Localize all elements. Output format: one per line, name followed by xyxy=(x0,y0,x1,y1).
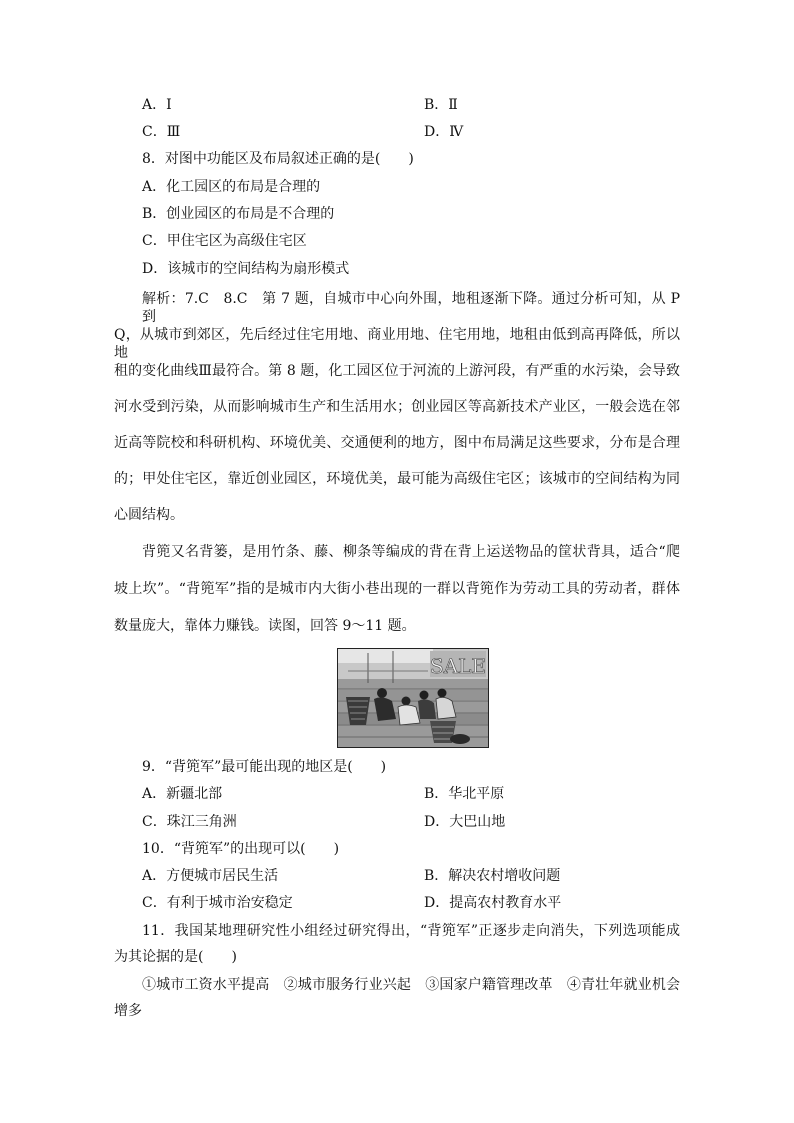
q8-option-d: D．该城市的空间结构为扇形模式 xyxy=(142,261,350,277)
q11-statements-line-2: 增多 xyxy=(114,1003,142,1019)
q7-option-d: D．Ⅳ xyxy=(424,124,464,140)
analysis-line-5: 近高等院校和科研机构、环境优美、交通便利的地方，图中布局满足这些要求，分布是合理 xyxy=(114,435,680,451)
beidou-porters-photo xyxy=(337,648,489,748)
q8-stem: 8．对图中功能区及布局叙述正确的是( ) xyxy=(142,151,414,167)
q8-option-c: C．甲住宅区为高级住宅区 xyxy=(142,233,307,249)
intro-line-3: 数量庞大，靠体力赚钱。读图，回答 9～11 题。 xyxy=(114,618,416,634)
analysis-line-4: 河水受到污染，从而影响城市生产和生活用水；创业园区等高新技术产业区，一般会选在邻 xyxy=(114,399,680,415)
intro-line-1: 背篼又名背篓，是用竹条、藤、柳条等编成的背在背上运送物品的筐状背具，适合“爬 xyxy=(142,544,680,560)
q10-option-a: A．方便城市居民生活 xyxy=(142,868,279,884)
q9-stem: 9．“背篼军”最可能出现的地区是( ) xyxy=(142,759,387,775)
q11-stem-line-1: 11．我国某地理研究性小组经过研究得出，“背篼军”正逐步走向消失，下列选项能成 xyxy=(142,923,680,939)
q8-option-a: A．化工园区的布局是合理的 xyxy=(142,179,321,195)
q9-option-b: B．华北平原 xyxy=(424,786,505,802)
analysis-line-2: Q，从城市到郊区，先后经过住宅用地、商业用地、住宅用地，地租由低到高再降低，所以地 xyxy=(114,327,680,361)
q9-option-c: C．珠江三角洲 xyxy=(142,814,237,830)
q9-option-d: D．大巴山地 xyxy=(424,814,506,830)
q11-statements-line-1: ①城市工资水平提高 ②城市服务行业兴起 ③国家户籍管理改革 ④青壮年就业机会 xyxy=(142,977,680,993)
analysis-line-1: 解析：7.C 8.C 第 7 题，自城市中心向外围，地租逐渐下降。通过分析可知，从 P 到 xyxy=(142,291,680,325)
intro-line-2: 坡上坎”。“背篼军”指的是城市内大街小巷出现的一群以背篼作为劳动工具的劳动者，群体 xyxy=(114,581,680,597)
q10-option-b: B．解决农村增收问题 xyxy=(424,868,561,884)
analysis-line-6: 的；甲处住宅区，靠近创业园区，环境优美，最可能为高级住宅区；该城市的空间结构为同 xyxy=(114,471,680,487)
q10-option-c: C．有利于城市治安稳定 xyxy=(142,895,293,911)
analysis-line-7: 心圆结构。 xyxy=(114,507,184,523)
q7-option-a: A．Ⅰ xyxy=(142,97,172,113)
q10-option-d: D．提高农村教育水平 xyxy=(424,895,562,911)
analysis-line-3: 租的变化曲线Ⅲ最符合。第 8 题，化工园区位于河流的上游河段，有严重的水污染，会导致 xyxy=(114,363,680,379)
q10-stem: 10．“背篼军”的出现可以( ) xyxy=(142,841,340,857)
photo-sign-text: SALE xyxy=(429,654,487,678)
q9-option-a: A．新疆北部 xyxy=(142,786,223,802)
q7-option-b: B．Ⅱ xyxy=(424,97,458,113)
q11-stem-line-2: 为其论据的是( ) xyxy=(114,949,237,965)
q8-option-b: B．创业园区的布局是不合理的 xyxy=(142,206,335,222)
q7-option-c: C．Ⅲ xyxy=(142,124,181,140)
